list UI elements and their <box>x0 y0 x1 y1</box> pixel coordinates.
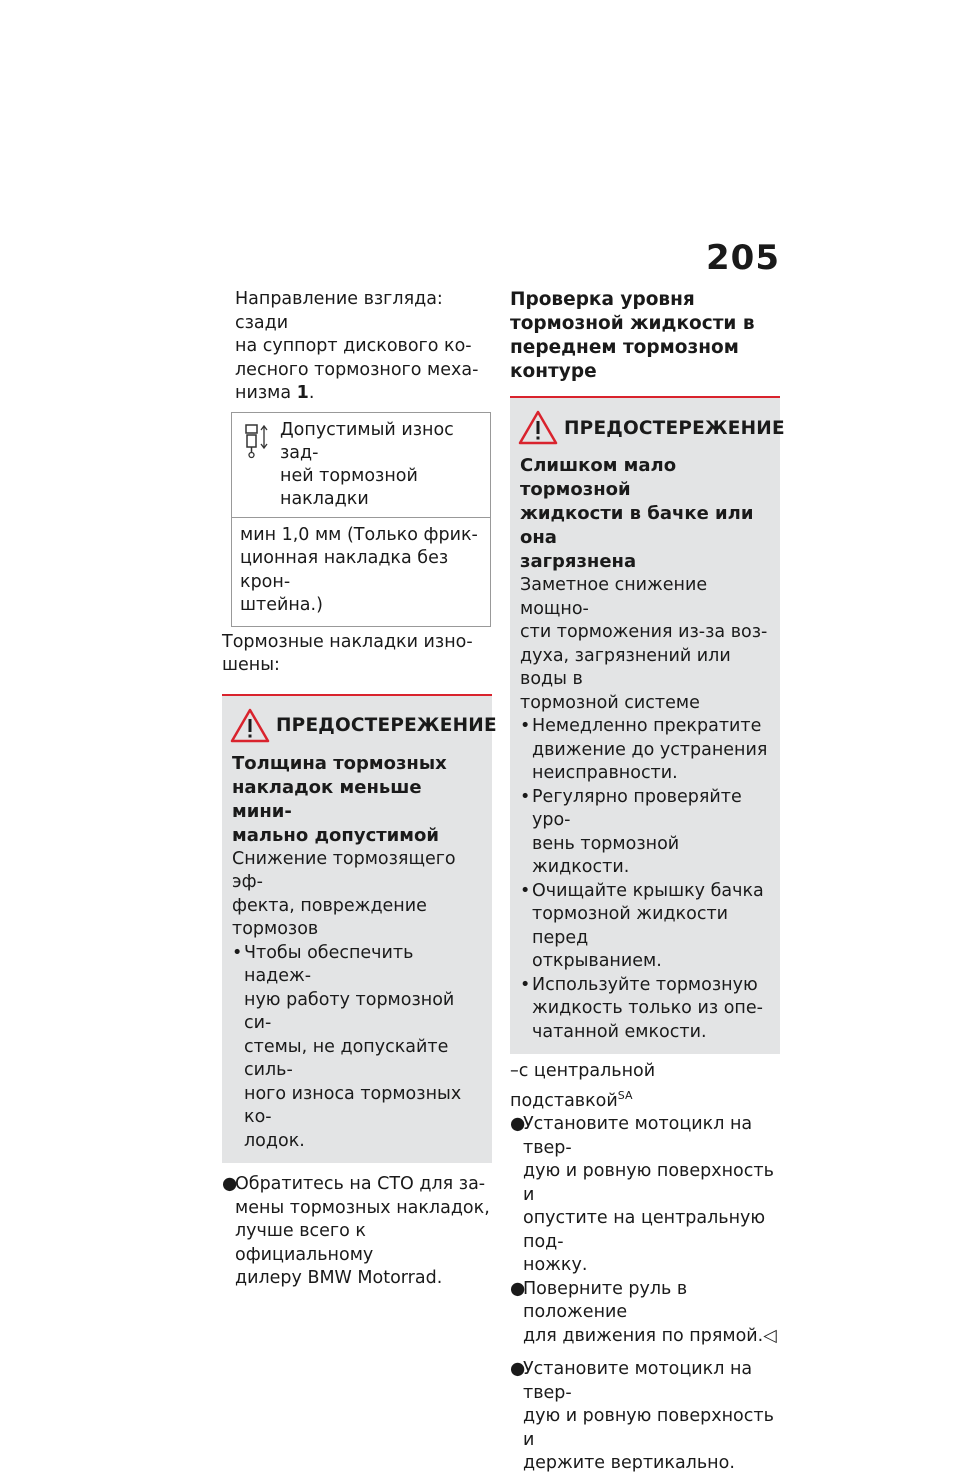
intro-line: Направление взгляда: сзади <box>235 289 443 333</box>
warning-title: ПРЕДОСТЕРЕЖЕНИЕ <box>564 417 785 439</box>
warning-box <box>222 694 497 1164</box>
spec-title: Допустимый износ зад- ней тормозной накладки <box>280 419 454 509</box>
warning-bullet: • Используйте тормозную жидкость только из опе- чатанной емкости. <box>520 974 770 1045</box>
warning-text: Заметное снижение мощно- сти торможения из-за воз- духа, загрязнений или воды в тормозной системе <box>520 575 768 713</box>
procedure-step: ● Поверните руль в положение для движения по прямой.◁ <box>510 1278 780 1349</box>
bullet-icon: • <box>520 974 531 995</box>
bullet-icon: • <box>520 880 531 901</box>
intro-text <box>222 288 492 406</box>
warning-triangle-icon <box>518 410 558 446</box>
warning-bullet: • Очищайте крышку бачка тормозной жидкости перед открыванием. <box>520 880 770 974</box>
section-heading: Проверка уровня тормозной жидкости в переднем тормозном контуре <box>510 289 755 382</box>
option-end-icon: ◁ <box>763 1325 777 1346</box>
warning-bullet: • Чтобы обеспечить надеж- ную работу тормозной си- стемы, не допускайте силь- ного износа тормозных ко- лодок. <box>232 942 482 1154</box>
warning-bullet: • Немедленно прекратите движение до устранения неисправности. <box>520 715 770 786</box>
intro-line: низма 1. <box>235 383 315 403</box>
option-dash: – <box>510 1061 519 1081</box>
option-line: –с центральной подставкой$^{SA}$ <box>510 1061 656 1111</box>
right-column <box>510 288 785 1476</box>
bullet-icon: • <box>232 942 243 963</box>
step-bullet-icon: ● <box>222 1174 238 1194</box>
spec-table <box>231 412 491 627</box>
warning-triangle-icon <box>230 708 270 744</box>
warning-subtitle: Толщина тормозных накладок меньше мини- мально допустимой <box>232 752 447 846</box>
intro-line: лесного тормозного меха- <box>235 359 479 380</box>
step-bullet-icon: ● <box>510 1278 526 1299</box>
procedure-step: ● Установите мотоцикл на твер- дую и ровную поверхность и держите вертикально. <box>510 1358 780 1476</box>
bullet-icon: • <box>520 786 531 807</box>
action-step: ● Обратитесь на СТО для за- мены тормозных накладок, лучше всего к официальному дилеру BMW Motorrad. <box>222 1173 492 1291</box>
warning-header <box>232 708 497 744</box>
warning-header <box>520 410 785 446</box>
warning-title: ПРЕДОСТЕРЕЖЕНИЕ <box>276 715 497 736</box>
brake-pad-wear-icon <box>240 419 280 511</box>
step-bullet-icon: ● <box>510 1114 526 1134</box>
bullet-icon: • <box>520 716 531 736</box>
intro-line: на суппорт дискового ко- <box>235 336 472 356</box>
special-accessory-mark: SA <box>617 1088 633 1102</box>
warning-box <box>510 396 785 1054</box>
worn-pads-text: Тормозные накладки изно- шены: <box>222 631 473 675</box>
left-column <box>222 288 497 1291</box>
warning-bullet: • Регулярно проверяйте уро- вень тормозной жидкости. <box>520 786 770 880</box>
warning-subtitle: Слишком мало тормозной жидкости в бачке или она загрязнена <box>520 455 754 572</box>
figure-reference: 1 <box>296 383 309 403</box>
procedure-step: ● Установите мотоцикл на твер- дую и ровную поверхность и опустите на центральную под- ножку. <box>510 1113 780 1278</box>
step-bullet-icon: ● <box>510 1359 526 1379</box>
spec-header <box>232 413 490 518</box>
spec-value: мин 1,0 мм (Только фрик- ционная накладка без крон- штейна.) <box>240 524 478 615</box>
page-number: 205 <box>706 238 780 278</box>
warning-text: Снижение тормозящего эф- фекта, повреждение тормозов <box>232 848 456 939</box>
